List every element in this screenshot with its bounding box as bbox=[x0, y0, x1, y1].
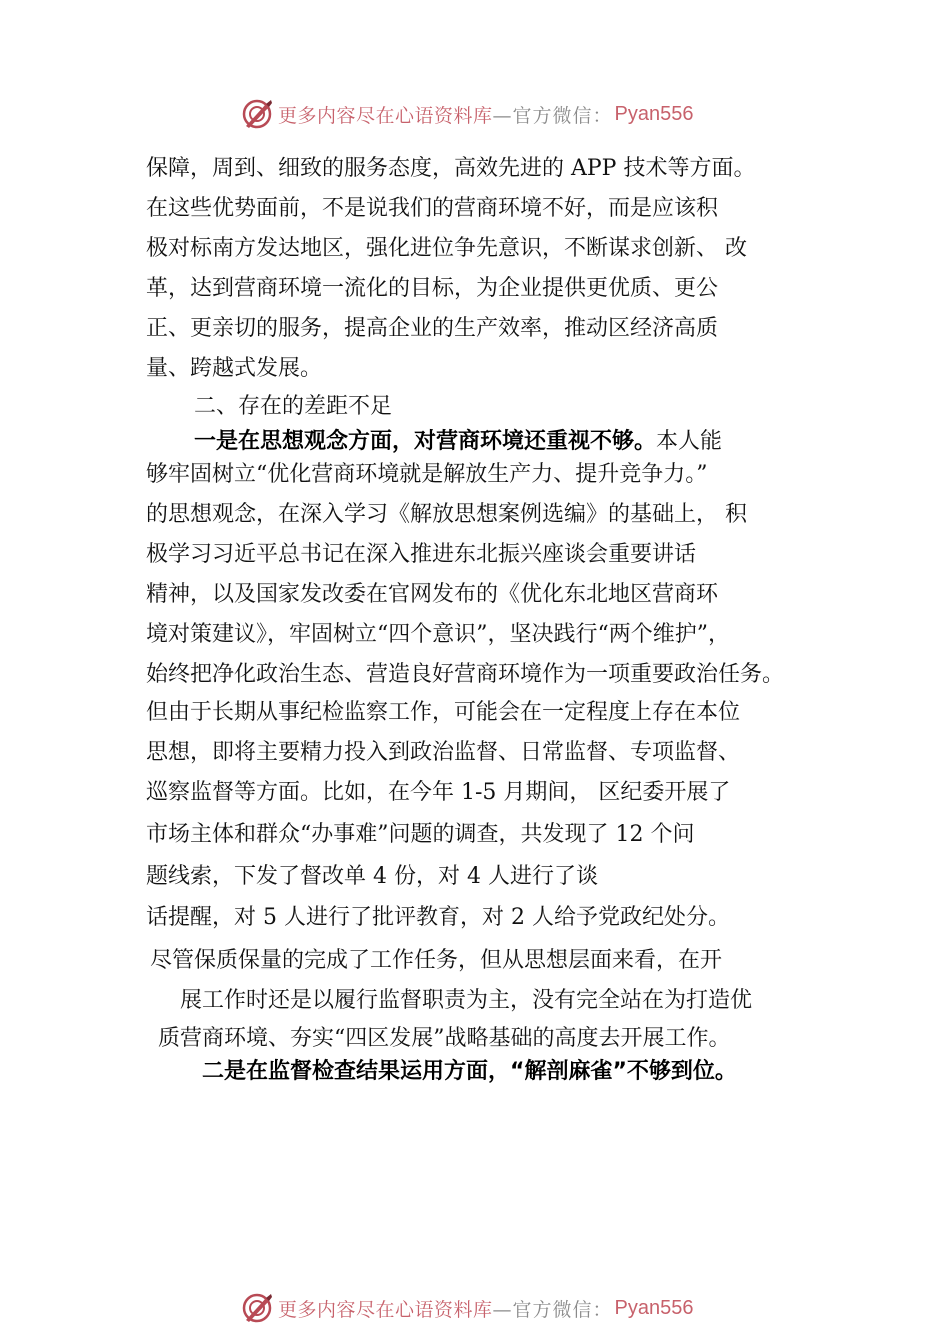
bold-point-heading: 二是在监督检查结果运用方面，“解剖麻雀”不够到位。 bbox=[202, 1059, 737, 1084]
watermark-id-text: Pyan556 bbox=[614, 102, 694, 125]
watermark-id-text: Pyan556 bbox=[614, 1296, 694, 1319]
body-line: 革，达到营商环境一流化的目标，为企业提供更优质、更公 bbox=[146, 276, 719, 301]
bold-point-heading: 一是在思想观念方面，对营商环境还重视不够。 bbox=[194, 429, 657, 454]
body-line: 正、更亲切的服务，提高企业的生产效率，推动区经济高质 bbox=[146, 316, 719, 341]
section-heading: 二、存在的差距不足 bbox=[194, 394, 393, 419]
watermark-main-text: 更多内容尽在心语资料库 bbox=[278, 1298, 493, 1321]
body-line: 话提醒，对 5 人进行了批评教育，对 2 人给予党政纪处分。 bbox=[146, 905, 730, 930]
body-line: 思想，即将主要精力投入到政治监督、日常监督、专项监督、 bbox=[146, 740, 741, 765]
body-line: 在这些优势面前，不是说我们的营商环境不好，而是应该积 bbox=[146, 196, 719, 221]
watermark-header bbox=[240, 96, 694, 132]
body-line: 精神，以及国家发改委在官网发布的《优化东北地区营商环 bbox=[146, 582, 719, 607]
watermark-main-text: 更多内容尽在心语资料库 bbox=[278, 104, 493, 127]
watermark-sub-text: —官方微信： bbox=[492, 104, 613, 127]
body-line: 境对策建议》，牢固树立“四个意识”，坚决践行“两个维护”， bbox=[146, 622, 730, 647]
body-line: 巡察监督等方面。比如，在今年 1-5 月期间， 区纪委开展了 bbox=[146, 780, 731, 805]
body-line: 极对标南方发达地区，强化进位争先意识，不断谋求创新、 改 bbox=[146, 236, 747, 261]
watermark-sub-text: —官方微信： bbox=[492, 1298, 613, 1321]
body-line: 保障，周到、细致的服务态度，高效先进的 APP 技术等方面。 bbox=[146, 156, 756, 181]
body-line bbox=[194, 427, 722, 457]
body-text: 本人能 bbox=[656, 429, 723, 454]
pen-logo-icon bbox=[240, 1291, 274, 1325]
body-line: 量、跨越式发展。 bbox=[146, 356, 323, 381]
body-line: 展工作时还是以履行监督职责为主，没有完全站在为打造优 bbox=[180, 988, 753, 1013]
body-line: 题线索，下发了督改单 4 份，对 4 人进行了谈 bbox=[146, 864, 598, 889]
watermark-footer bbox=[240, 1290, 694, 1326]
body-line: 够牢固树立“优化营商环境就是解放生产力、提升竞争力。” bbox=[146, 462, 708, 487]
body-line: 质营商环境、夯实“四区发展”战略基础的高度去开展工作。 bbox=[158, 1026, 731, 1051]
body-line: 市场主体和群众“办事难”问题的调查，共发现了 12 个问 bbox=[146, 822, 695, 847]
body-line: 极学习习近平总书记在深入推进东北振兴座谈会重要讲话 bbox=[146, 542, 697, 567]
body-line: 始终把净化政治生态、营造良好营商环境作为一项重要政治任务。 bbox=[146, 662, 785, 687]
pen-logo-icon bbox=[240, 97, 274, 131]
body-line: 尽管保质保量的完成了工作任务，但从思想层面来看，在开 bbox=[150, 948, 723, 973]
body-line: 的思想观念，在深入学习《解放思想案例选编》的基础上， 积 bbox=[146, 502, 747, 527]
body-line bbox=[202, 1057, 737, 1087]
body-line: 但由于长期从事纪检监察工作，可能会在一定程度上存在本位 bbox=[146, 700, 741, 725]
